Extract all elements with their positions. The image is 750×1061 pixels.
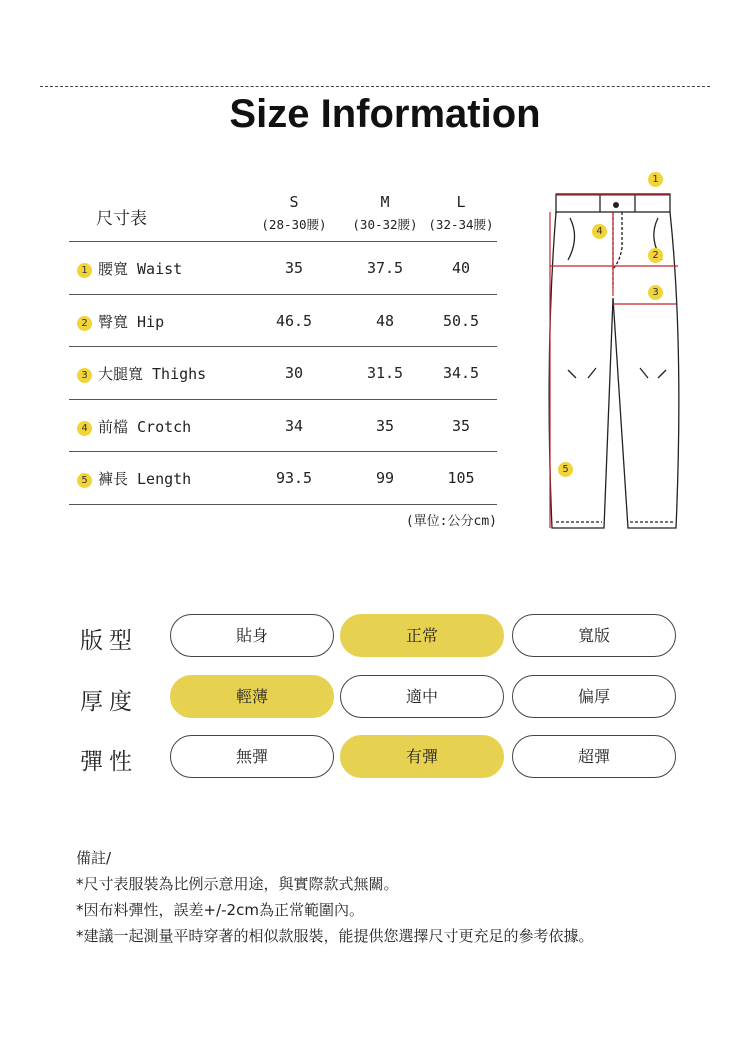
row-label xyxy=(77,311,164,332)
notes-line: *因布料彈性，誤差+/-2cm為正常範圍內。 xyxy=(76,901,364,919)
thickness-option[interactable]: 偏厚 xyxy=(512,675,676,718)
thickness-option[interactable]: 適中 xyxy=(340,675,504,718)
table-cell: 48 xyxy=(375,311,395,330)
pants-diagram xyxy=(540,168,690,538)
notes-line: *建議一起測量平時穿著的相似款服裝，能提供您選擇尺寸更充足的參考依據。 xyxy=(76,927,594,945)
table-cell: 50.5 xyxy=(442,311,480,330)
marker-badge: 4 xyxy=(592,224,607,239)
elasticity-option[interactable]: 超彈 xyxy=(512,735,676,778)
page-title: Size Information xyxy=(229,92,541,136)
table-cell: 105 xyxy=(447,469,475,487)
thickness-option[interactable]: 輕薄 xyxy=(170,675,334,718)
row-label-text: 腰寬 Waist xyxy=(98,260,183,278)
table-cell: 30 xyxy=(284,364,304,382)
elasticity-option[interactable]: 無彈 xyxy=(170,735,334,778)
table-cell: 46.5 xyxy=(275,311,313,330)
table-cell: 93.5 xyxy=(275,469,313,487)
row-label-text: 前檔 Crotch xyxy=(98,417,192,436)
table-row-crotch xyxy=(69,400,497,453)
size-header-s xyxy=(249,193,339,233)
marker-badge: 1 xyxy=(77,263,92,278)
notes-line: *尺寸表服裝為比例示意用途，與實際款式無關。 xyxy=(76,875,399,893)
attr-label: 彈性 xyxy=(80,749,138,775)
table-cell: 35 xyxy=(375,416,395,435)
attr-label: 版型 xyxy=(80,628,138,654)
fit-option[interactable]: 貼身 xyxy=(170,614,334,657)
size-table xyxy=(69,188,497,529)
marker-badge: 3 xyxy=(648,285,663,300)
elasticity-row xyxy=(80,735,680,780)
table-cell: 35 xyxy=(284,259,304,277)
row-label-text: 褲長 Length xyxy=(98,470,192,488)
row-label xyxy=(77,416,191,437)
marker-badge: 3 xyxy=(77,368,92,383)
pants-illustration xyxy=(540,168,690,538)
notes-section xyxy=(76,845,594,949)
table-cell: 34.5 xyxy=(442,364,480,382)
table-cell: 40 xyxy=(451,259,471,277)
marker-badge: 5 xyxy=(558,462,573,477)
table-corner-label: 尺寸表 xyxy=(96,209,147,229)
row-label xyxy=(77,258,182,279)
size-range: (28-30腰) xyxy=(261,217,327,232)
fit-option[interactable]: 正常 xyxy=(340,614,504,657)
table-header xyxy=(69,188,497,242)
size-name: L xyxy=(456,193,466,211)
table-row-hip xyxy=(69,295,497,348)
size-range: (30-32腰) xyxy=(352,217,418,232)
table-cell: 99 xyxy=(375,469,395,487)
notes-heading: 備註/ xyxy=(76,849,112,867)
table-cell: 34 xyxy=(284,416,304,435)
size-range: (32-34腰) xyxy=(428,217,494,232)
table-row-waist xyxy=(69,242,497,295)
size-name: S xyxy=(289,193,299,211)
elasticity-option[interactable]: 有彈 xyxy=(340,735,504,778)
attr-label: 厚度 xyxy=(80,689,138,715)
marker-badge: 2 xyxy=(77,316,92,331)
marker-badge: 5 xyxy=(77,473,92,488)
fit-row xyxy=(80,614,680,659)
row-label-text: 大腿寬 Thighs xyxy=(98,365,207,383)
marker-badge: 1 xyxy=(648,172,663,187)
table-row-length xyxy=(69,452,497,505)
thickness-row xyxy=(80,675,680,720)
table-cell: 31.5 xyxy=(366,364,404,382)
marker-badge: 2 xyxy=(648,248,663,263)
size-header-l xyxy=(416,193,506,233)
row-label-text: 臀寬 Hip xyxy=(98,312,165,331)
table-cell: 35 xyxy=(451,416,471,435)
marker-badge: 4 xyxy=(77,421,92,436)
fit-option[interactable]: 寬版 xyxy=(512,614,676,657)
size-name: M xyxy=(380,193,390,211)
table-row-thighs xyxy=(69,347,497,400)
unit-note: (單位:公分cm) xyxy=(405,514,497,529)
dashed-divider xyxy=(40,86,710,87)
row-label xyxy=(77,363,206,384)
row-label xyxy=(77,468,191,489)
table-cell: 37.5 xyxy=(366,259,404,277)
